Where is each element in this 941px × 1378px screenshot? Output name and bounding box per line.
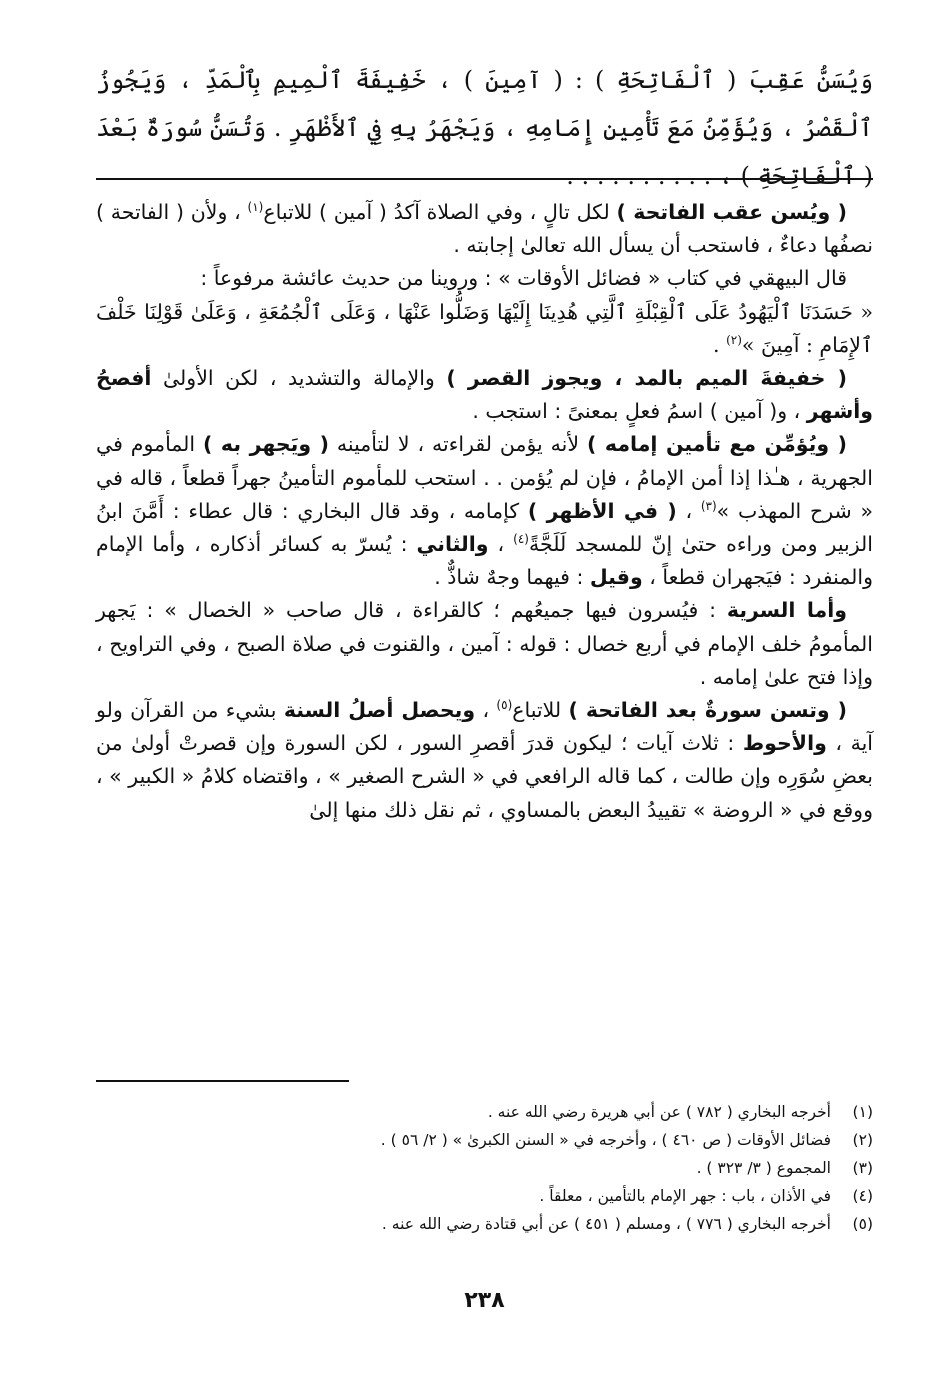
commentary-paragraph-1	[96, 196, 873, 262]
bold-quote: ويحصل أصلُ السنة	[283, 698, 476, 723]
footnote-separator-rule	[96, 1080, 349, 1082]
footnote-number: (٣)	[852, 1159, 873, 1177]
footnote-text: أخرجه البخاري ( ٧٨٢ ) عن أبي هريرة رضي الله عنه .	[487, 1103, 831, 1121]
commentary	[96, 196, 873, 827]
hadith-quote	[96, 296, 873, 362]
footnote-ref-3[interactable]: (٣)	[700, 499, 717, 513]
bold-quote: ( خفيفةَ الميم بالمد ، ويجوز القصر )	[446, 366, 847, 391]
footnote-text: فضائل الأوقات ( ص ٤٦٠ ) ، وأخرجه في « السنن الكبرىٰ » ( ٢/ ٥٦ ) .	[380, 1131, 831, 1149]
text: للاتباع	[512, 698, 569, 723]
text: المأموم في الجهرية ، هـٰذا إذا أمن الإمامُ ، فإن لم يُؤمن . . استحب للمأموم التأمينُ جهراً قطعاً ، قاله في « شرح المهذب »	[96, 432, 873, 523]
commentary-paragraph-3	[96, 362, 873, 428]
commentary-paragraph-6	[96, 694, 873, 827]
footnote-ref-1[interactable]: (١)	[247, 200, 264, 215]
text: ، و( آمين ) اسمُ فعلٍ بمعنىً : استجب .	[472, 399, 807, 424]
bold-quote: أفصحُ وأشهر	[96, 366, 873, 424]
footnote-text: أخرجه البخاري ( ٧٧٦ ) ، ومسلم ( ٤٥١ ) عن أبي قتادة رضي الله عنه .	[381, 1215, 831, 1233]
text: ،	[676, 498, 701, 523]
bold-quote: والثاني	[416, 532, 489, 557]
text: قال البيهقي في كتاب « فضائل الأوقات » : وروينا من حديث عائشة مرفوعاً :	[200, 266, 847, 291]
matn-text: وَيُسَنُّ عَقِبَ ( ٱلْفَاتِحَةِ ) : ( آمِينَ ) ، خَفِيفَةَ ٱلْمِيمِ بِٱلْمَدِّ ، وَيَجُوزُ ٱلْقَصْرُ ، وَيُؤَمِّنُ مَعَ تَأْمِينِ إِمَامِهِ ، وَيَجْهَرُ بِهِ فِي ٱلأَظْهَرِ . وَتُسَنُّ سُورَةٌ بَعْدَ ( ٱلْفَاتِحَةِ ) ، . . . . . . . . . .	[96, 66, 873, 190]
footnotes-list	[96, 1098, 873, 1238]
footnote-item	[96, 1182, 873, 1210]
text: : فيهما وجهٌ شاذٌّ .	[434, 565, 590, 590]
text: لكل تالٍ ، وفي الصلاة آكدُ ( آمين ) للاتباع	[263, 200, 617, 224]
text: بشيء من القرآن ولو آية ،	[96, 698, 873, 756]
footnote-item	[96, 1154, 873, 1182]
text: لأنه يؤمن لقراءته ، لا لتأمينه	[329, 432, 587, 457]
bold-quote: وأما السرية	[726, 598, 847, 623]
footnote-ref-2[interactable]: (٢)	[726, 332, 742, 347]
commentary-paragraph-5	[96, 594, 873, 694]
text: ،	[488, 532, 514, 557]
bold-quote: وقيل	[589, 565, 643, 590]
text: ،	[475, 698, 497, 723]
footnote-item	[96, 1098, 873, 1126]
footnote-number: (٥)	[852, 1215, 873, 1233]
text: ، ولأن ( الفاتحة ) نصفُها دعاءٌ ، فاستحب أن يسأل الله تعالىٰ إجابته .	[96, 200, 873, 258]
commentary-paragraph-2	[96, 262, 873, 295]
text: والإمالة والتشديد ، لكن الأولىٰ	[151, 366, 447, 391]
bold-quote: ( في الأظهر )	[527, 498, 677, 523]
footnote-item	[96, 1210, 873, 1238]
footnote-text: في الأذان ، باب : جهر الإمام بالتأمين ، معلقاً .	[539, 1187, 831, 1205]
footnote-text: المجموع ( ٣/ ٣٢٣ ) .	[696, 1159, 831, 1177]
footnote-number: (١)	[852, 1103, 873, 1121]
footnote-number: (٢)	[852, 1131, 873, 1149]
footnote-ref-5[interactable]: (٥)	[496, 698, 513, 713]
footnote-number: (٤)	[852, 1187, 873, 1205]
bold-quote: ( وتسن سورةٌ بعد الفاتحة )	[568, 698, 847, 723]
page-number: ٢٣٨	[464, 1288, 505, 1313]
commentary-paragraph-4	[96, 428, 873, 594]
bold-quote: ( ويُسن عقب الفاتحة )	[616, 200, 847, 224]
text: : يُسرّ به كسائر أذكاره ، وأما الإمام والمنفرد : فيَجهران قطعاً ،	[96, 532, 873, 590]
bold-quote: ( ويُؤمِّن مع تأمين إمامه )	[587, 432, 847, 457]
bold-quote: والأحوط	[742, 731, 827, 756]
text: : ثلاث آيات ؛ ليكون قدرَ أقصرِ السور ، لكن السورة وإن قصرتْ أولىٰ من بعضِ سُوَرِه وإن طالت ، كما قاله الرافعي في « الشرح الصغير » ، واقتضاه كلامُ « الكبير » ، ووقع في « الروضة » تقييدُ البعض بالمساوي ، ثم نقل ذلك منها إلىٰ	[96, 731, 873, 822]
hadith-text: « حَسَدَنَا ٱلْيَهُودُ عَلَى ٱلْقِبْلَةِ ٱلَّتِي هُدِينَا إِلَيْهَا وَضَلُّوا عَنْهَا ، وَعَلَى ٱلْجُمُعَةِ ، وَعَلَىٰ قَوْلِنَا خَلْفَ ٱلإِمَامِ : آمِينَ »	[96, 299, 873, 357]
footnote-ref-4[interactable]: (٤)	[513, 532, 529, 547]
text: كإمامه ، وقد قال البخاري : قال عطاء : أَمَّنَ ابنُ الزبير ومن وراءه حتىٰ إنّ للمسجد لَلَجَّةً	[96, 498, 873, 557]
footnote-item	[96, 1126, 873, 1154]
text: .	[713, 332, 727, 357]
text: : فيُسرون فيها جميعُهم ؛ كالقراءة ، قال صاحب « الخصال » : يَجهر المأمومُ خلف الإمام في أربع خصال : قوله : آمين ، والقنوت في صلاة الصبح ، وفي التراويح ، وإذا فتح علىٰ إمامه .	[96, 598, 873, 689]
bold-quote: ( ويَجهر به )	[203, 432, 330, 457]
matn-separator-rule	[96, 178, 873, 180]
book-page	[96, 56, 873, 1356]
